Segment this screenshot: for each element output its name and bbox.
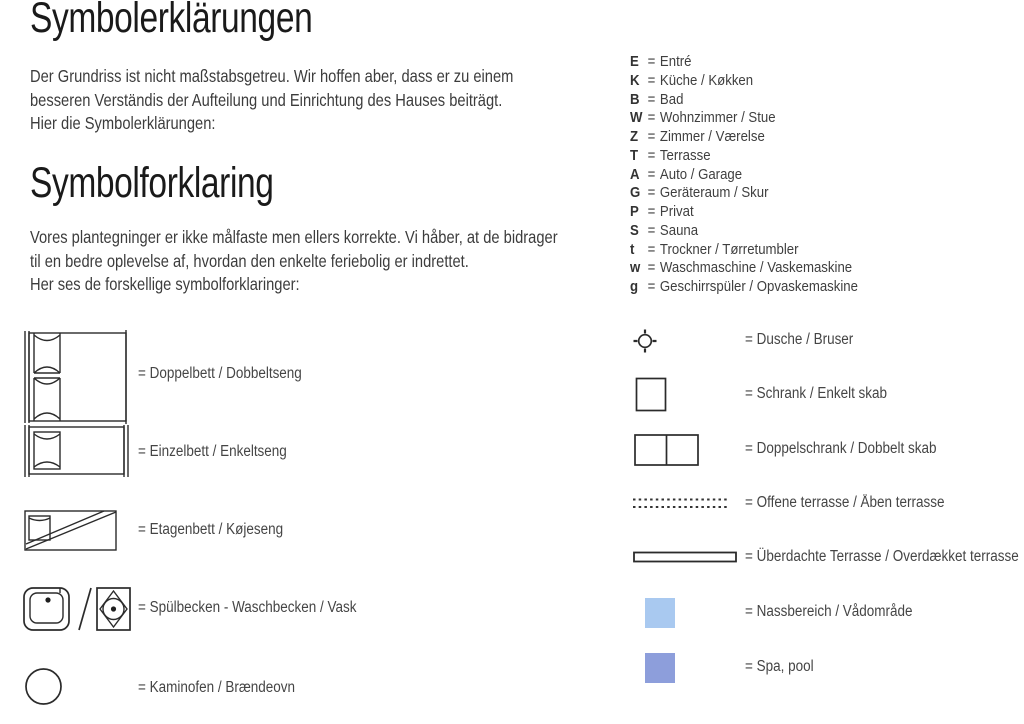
equals-sign: =	[647, 203, 656, 220]
intro-danish-line1: Vores plantegninger er ikke målfaste men ellers korrekte. Vi håber, at de bidrager	[30, 227, 558, 247]
double-cabinet-icon	[634, 434, 700, 467]
shower-icon	[633, 329, 657, 353]
page-title-german: Symbolerklärungen	[30, 0, 313, 42]
wood-stove-label: = Kaminofen / Brændeovn	[138, 679, 296, 696]
equals-sign: =	[647, 259, 656, 277]
letter-row-b	[630, 91, 858, 110]
room-definition: Privat	[659, 203, 694, 220]
wet-area-label: = Nassbereich / Vådområde	[745, 603, 913, 620]
equals-sign: =	[647, 146, 656, 164]
room-letter-legend	[630, 53, 858, 297]
page-title-danish: Symbolforklaring	[30, 159, 274, 207]
room-definition: Trockner / Tørretumbler	[659, 240, 799, 258]
room-definition: Auto / Garage	[659, 165, 743, 183]
letter-row-k	[630, 72, 858, 91]
covered-terrace-label: = Überdachte Terrasse / Overdækket terrasse	[745, 548, 1019, 565]
equals-sign: =	[647, 165, 656, 183]
single-bed-icon	[23, 425, 129, 477]
room-definition: Zimmer / Værelse	[659, 128, 765, 145]
letter-row-w	[630, 109, 858, 128]
single-bed-label: = Einzelbett / Enkeltseng	[138, 443, 287, 460]
room-definition: Geschirrspüler / Opvaskemaskine	[659, 278, 859, 295]
equals-sign: =	[647, 71, 656, 89]
room-definition: Sauna	[659, 221, 699, 239]
room-letter: E	[630, 53, 639, 70]
letter-row-z	[630, 128, 858, 147]
letter-row-s	[630, 222, 858, 241]
letter-row-a	[630, 166, 858, 185]
spa-pool-icon	[645, 653, 675, 683]
intro-danish-line3: Her ses de forskellige symbolforklaringer:	[30, 274, 300, 294]
intro-danish-line2: til en bedre oplevelse af, hvordan den enkelte feriebolig er indrettet.	[30, 250, 469, 271]
room-letter: B	[630, 90, 640, 108]
sink-washbasin-label: = Spülbecken - Waschbecken / Vask	[138, 599, 357, 616]
intro-paragraph-german	[30, 65, 513, 136]
double-bed-label: = Doppelbett / Dobbeltseng	[138, 365, 302, 382]
equals-sign: =	[647, 278, 656, 295]
letter-row-g-lower	[630, 278, 858, 297]
wood-stove-icon	[24, 667, 64, 707]
sink-washbasin-icon	[22, 584, 132, 634]
equals-sign: =	[647, 221, 656, 239]
room-letter: t	[630, 240, 635, 258]
equals-sign: =	[647, 53, 656, 70]
room-definition: Bad	[659, 90, 684, 108]
bunk-bed-icon	[24, 508, 118, 552]
equals-sign: =	[647, 109, 656, 127]
letter-row-g	[630, 184, 858, 203]
room-definition: Terrasse	[659, 146, 711, 164]
room-letter: T	[630, 146, 639, 164]
room-letter: Z	[630, 128, 639, 145]
letter-row-t-lower	[630, 241, 858, 260]
room-letter: W	[630, 109, 643, 127]
covered-terrace-icon	[633, 551, 738, 564]
room-definition: Waschmaschine / Vaskemaskine	[659, 259, 853, 277]
intro-german-line3: Hier die Symbolerklärungen:	[30, 113, 216, 133]
room-letter: w	[630, 259, 641, 277]
letter-row-t	[630, 147, 858, 166]
room-definition: Geräteraum / Skur	[659, 184, 769, 202]
room-letter: G	[630, 184, 641, 202]
room-letter: A	[630, 165, 640, 183]
room-letter: S	[630, 221, 639, 239]
equals-sign: =	[647, 90, 656, 108]
room-definition: Küche / Køkken	[659, 71, 754, 89]
double-bed-icon	[23, 330, 129, 424]
single-cabinet-icon	[635, 377, 668, 413]
spa-pool-label: = Spa, pool	[745, 658, 814, 675]
room-letter: g	[630, 278, 639, 295]
intro-german-line1: Der Grundriss ist nicht maßstabsgetreu. Wir hoffen aber, dass er zu einem	[30, 66, 514, 86]
letter-row-p	[630, 203, 858, 222]
letter-row-e	[630, 53, 858, 72]
intro-german-line2: besseren Verständis der Aufteilung und Einrichtung des Hauses beiträgt.	[30, 89, 503, 110]
room-definition: Wohnzimmer / Stue	[659, 109, 776, 127]
letter-row-w-lower	[630, 259, 858, 278]
double-cabinet-label: = Doppelschrank / Dobbelt skab	[745, 440, 937, 457]
equals-sign: =	[647, 128, 656, 145]
wet-area-icon	[645, 598, 675, 628]
open-terrace-icon	[633, 497, 729, 511]
single-cabinet-label: = Schrank / Enkelt skab	[745, 385, 888, 402]
room-letter: K	[630, 71, 640, 89]
intro-paragraph-danish	[30, 226, 558, 297]
room-letter: P	[630, 203, 639, 220]
open-terrace-label: = Offene terrasse / Åben terrasse	[745, 494, 945, 511]
bunk-bed-label: = Etagenbett / Køjeseng	[138, 521, 284, 538]
room-definition: Entré	[659, 53, 692, 70]
equals-sign: =	[647, 184, 656, 202]
shower-label: = Dusche / Bruser	[745, 331, 854, 348]
equals-sign: =	[647, 240, 656, 258]
